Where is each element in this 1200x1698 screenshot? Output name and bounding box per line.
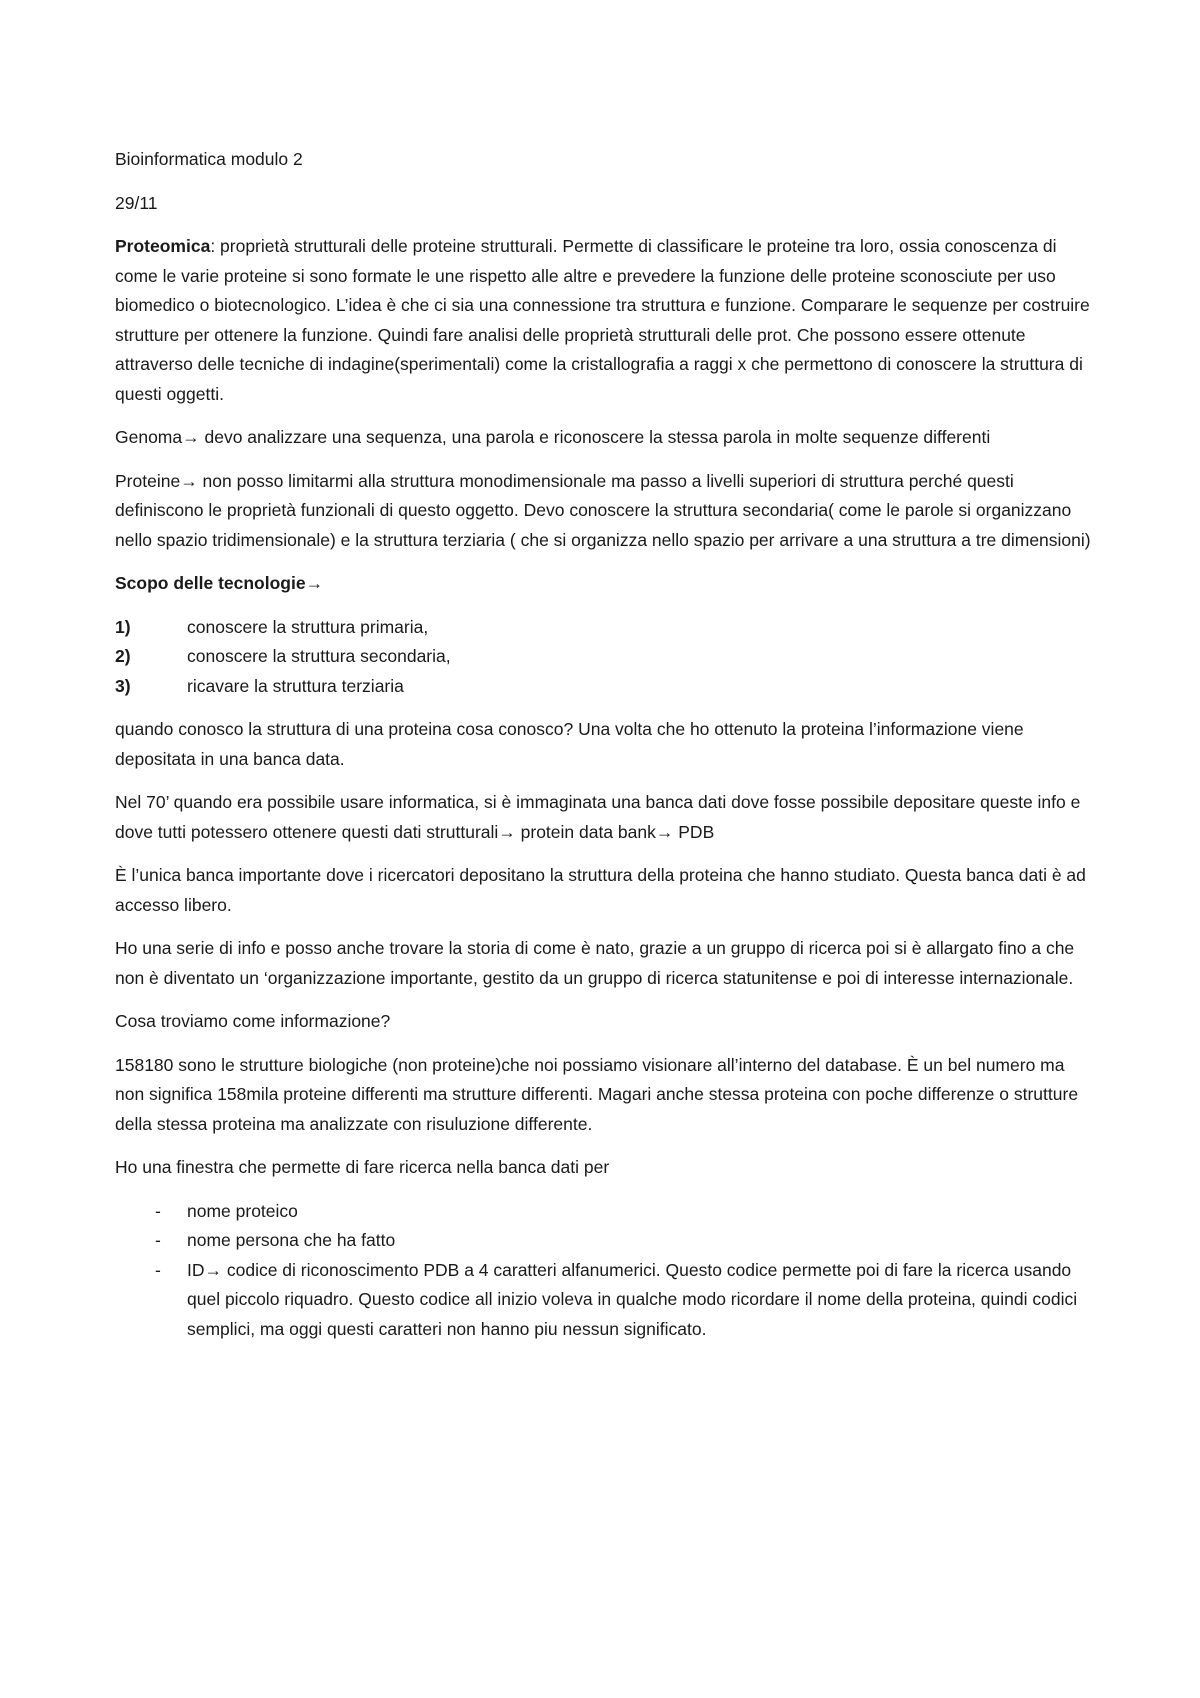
paragraph-storia: Ho una serie di info e posso anche trovare la storia di come è nato, grazie a un gruppo di ricerca poi si è allargato fino a che non è diventato un ‘organizzazione importante, gestito da un gruppo di ricerca statunitense e poi di interesse internazionale. [115,938,1075,988]
list-item [115,1256,1095,1345]
dash-bullet-icon: - [155,1230,161,1250]
list-item [115,613,1095,643]
paragraph-proteomica-text: : proprietà strutturali delle proteine strutturali. Permette di classificare le proteine tra loro, ossia conoscenza di come le varie proteine si sono formate le une rispetto alle altre e prevedere la funzione delle proteine sconosciute per uso biomedico o biotecnologico. L’idea è che ci sia una connessione tra struttura e funzione. Comparare le sequenze per costruire strutture per ottenere la funzione. Quindi fare analisi delle proprietà strutturali delle prot. Che possono essere ottenute attraverso delle tecniche di indagine(sperimentali) come la cristallografia a raggi x che permettono di conoscere la struttura di questi oggetti. [115,236,1090,404]
list-item-text: conoscere la struttura secondaria, [187,646,451,666]
dash-bullet-icon: - [155,1200,161,1221]
paragraph-proteomica [115,232,1095,409]
list-item-text: nome persona che ha fatto [187,1230,396,1250]
paragraph-pdb [115,788,1095,847]
document-date: 29/11 [115,192,158,213]
paragraph-strutture: 158180 sono le strutture biologiche (non proteine)che noi possiamo visionare all’interno del database. È un bel numero ma non significa 158mila proteine differenti ma strutture differenti. Magari anche stessa proteina con poche differenze o strutture della stessa proteina ma analizzate con risuluzione differente. [115,1054,1079,1134]
list-item-number: 3) [115,675,131,696]
dash-bullet-icon: - [155,1259,161,1280]
list-item [115,1226,1095,1256]
list-item-number: 2) [115,646,131,666]
paragraph-struttura: quando conosco la struttura di una proteina cosa conosco? Una volta che ho ottenuto la proteina l’informazione viene depositata in una banca data. [115,719,1024,769]
section-heading-text: Scopo delle tecnologie [115,573,306,593]
arrow-right-icon: → [204,1259,222,1280]
list-item [115,642,1095,672]
list-item-text: nome proteico [187,1200,298,1221]
document-title: Bioinformatica modulo 2 [115,149,303,169]
pdb-name: protein data bank [515,821,656,842]
paragraph-question: Cosa troviamo come informazione? [115,1011,391,1031]
section-heading [115,569,1095,599]
list-item [115,1197,1095,1227]
paragraph-finestra: Ho una finestra che permette di fare ricerca nella banca dati per [115,1157,610,1177]
arrow-right-icon: → [655,821,674,842]
list-item-lead: ID [187,1259,205,1280]
paragraph-banca: È l’unica banca importante dove i ricercatori depositano la struttura della proteina che hanno studiato. Questa banca dati è ad accesso libero. [115,865,1086,915]
list-item-number: 1) [115,616,131,637]
term-proteine: Proteine [115,470,181,491]
list-item-text: codice di riconoscimento PDB a 4 caratteri alfanumerici. Questo codice permette poi di fare la ricerca usando quel piccolo riquadro. Questo codice all inizio voleva in qualche modo ricordare il nome della proteina, quindi codici semplici, ma oggi questi caratteri non hanno piu nessun significato. [187,1259,1078,1339]
paragraph-genoma [115,423,1095,453]
term-genoma: Genoma [115,427,183,447]
list-item-text: conoscere la struttura primaria, [187,616,429,637]
arrow-right-icon: → [305,573,324,593]
list-item [115,672,1095,702]
list-item-text: ricavare la struttura terziaria [187,675,404,696]
paragraph-pdb-text: Nel 70’ quando era possibile usare informatica, si è immaginata una banca dati dove fosse possibile depositare queste info e dove tutti potessero ottenere questi dati strutturali [115,792,1081,842]
arrow-right-icon: → [498,821,516,842]
pdb-acronym: PDB [673,821,715,842]
paragraph-proteine-text: non posso limitarmi alla struttura monodimensionale ma passo a livelli superiori di struttura perché questi definiscono le proprietà funzionali di questo oggetto. Devo conoscere la struttura secondaria( come le parole si organizzano nello spazio tridimensionale) e la struttura terziaria ( che si organizza nello spazio per arrivare a una struttura a tre dimensioni) [115,470,1091,550]
steps-list [115,613,1095,702]
paragraph-proteine [115,467,1095,556]
arrow-right-icon: → [182,427,200,447]
arrow-right-icon: → [180,470,198,491]
search-criteria-list [115,1197,1095,1345]
document-body [115,145,1095,1358]
paragraph-genoma-text: devo analizzare una sequenza, una parola e riconoscere la stessa parola in molte sequenze differenti [199,427,991,447]
term-proteomica: Proteomica [115,236,211,256]
